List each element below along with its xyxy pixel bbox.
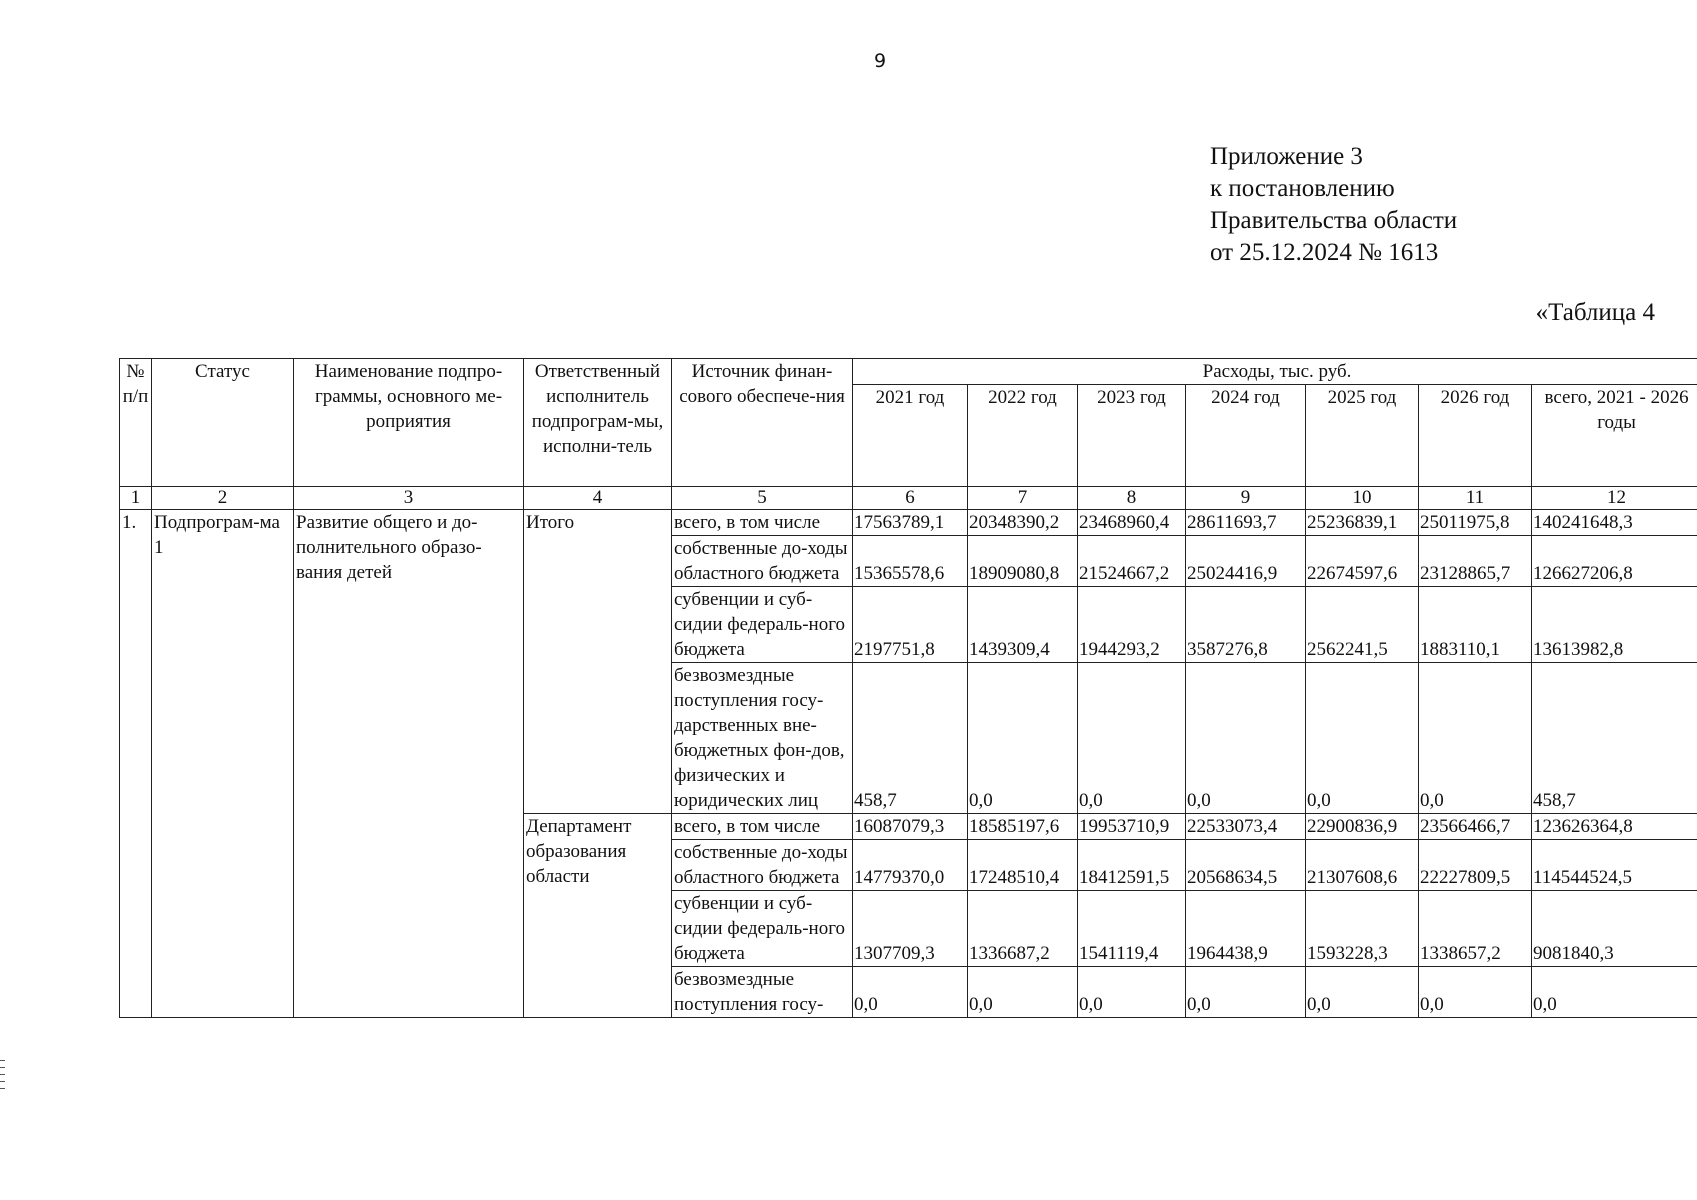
column-index: 10 — [1306, 487, 1419, 510]
column-index: 6 — [853, 487, 968, 510]
value-cell: 458,7 — [853, 663, 968, 814]
source-cell: безвозмездные поступления госу- — [672, 967, 853, 1018]
column-index: 1 — [120, 487, 152, 510]
value-cell: 22533073,4 — [1186, 814, 1306, 840]
value-cell: 114544524,5 — [1532, 840, 1697, 891]
value-cell: 126627206,8 — [1532, 536, 1697, 587]
source-cell: всего, в том числе — [672, 814, 853, 840]
value-cell: 458,7 — [1532, 663, 1697, 814]
value-cell: 1307709,3 — [853, 891, 968, 967]
column-index: 7 — [968, 487, 1078, 510]
appendix-line: к постановлению — [1210, 175, 1395, 202]
value-cell: 18909080,8 — [968, 536, 1078, 587]
value-cell: 0,0 — [1419, 663, 1532, 814]
value-cell: 17248510,4 — [968, 840, 1078, 891]
source-cell: безвозмездные поступления госу-дарственных вне-бюджетных фон-дов, физических и юридических лиц — [672, 663, 853, 814]
value-cell: 2562241,5 — [1306, 587, 1419, 663]
source-cell: всего, в том числе — [672, 510, 853, 536]
table-label: «Таблица 4 — [1535, 299, 1655, 326]
header-num: № п/п — [120, 359, 152, 487]
value-cell: 22227809,5 — [1419, 840, 1532, 891]
header-source: Источник финан-сового обеспече-ния — [672, 359, 853, 487]
value-cell: 23468960,4 — [1078, 510, 1186, 536]
value-cell: 0,0 — [1306, 967, 1419, 1018]
column-index: 11 — [1419, 487, 1532, 510]
column-index: 4 — [524, 487, 672, 510]
value-cell: 0,0 — [1186, 967, 1306, 1018]
value-cell: 25024416,9 — [1186, 536, 1306, 587]
value-cell: 3587276,8 — [1186, 587, 1306, 663]
scan-edge-marks — [0, 1060, 6, 1095]
value-cell: 0,0 — [1078, 967, 1186, 1018]
value-cell: 1883110,1 — [1419, 587, 1532, 663]
value-cell: 23566466,7 — [1419, 814, 1532, 840]
appendix-line: от 25.12.2024 № 1613 — [1210, 239, 1439, 266]
value-cell: 20568634,5 — [1186, 840, 1306, 891]
column-index: 5 — [672, 487, 853, 510]
value-cell: 22900836,9 — [1306, 814, 1419, 840]
value-cell: 20348390,2 — [968, 510, 1078, 536]
source-cell: собственные до-ходы областного бюджета — [672, 536, 853, 587]
value-cell: 2197751,8 — [853, 587, 968, 663]
value-cell: 18412591,5 — [1078, 840, 1186, 891]
value-cell: 23128865,7 — [1419, 536, 1532, 587]
value-cell: 0,0 — [968, 967, 1078, 1018]
value-cell: 0,0 — [1306, 663, 1419, 814]
value-cell: 0,0 — [853, 967, 968, 1018]
value-cell: 0,0 — [968, 663, 1078, 814]
column-index: 3 — [294, 487, 524, 510]
column-index: 2 — [152, 487, 294, 510]
value-cell: 22674597,6 — [1306, 536, 1419, 587]
column-index: 12 — [1532, 487, 1697, 510]
value-cell: 21307608,6 — [1306, 840, 1419, 891]
header-total: всего, 2021 - 2026 годы — [1532, 385, 1697, 487]
header-expenses: Расходы, тыс. руб. — [853, 359, 1697, 385]
value-cell: 14779370,0 — [853, 840, 968, 891]
value-cell: 13613982,8 — [1532, 587, 1697, 663]
value-cell: 1336687,2 — [968, 891, 1078, 967]
row-status: Подпрограм-ма 1 — [152, 510, 294, 1018]
value-cell: 21524667,2 — [1078, 536, 1186, 587]
appendix-line: Правительства области — [1210, 207, 1458, 234]
header-year: 2022 год — [968, 385, 1078, 487]
source-cell: субвенции и суб-сидии федераль-ного бюджета — [672, 891, 853, 967]
header-year: 2026 год — [1419, 385, 1532, 487]
column-index: 9 — [1186, 487, 1306, 510]
value-cell: 16087079,3 — [853, 814, 968, 840]
budget-table — [119, 358, 1697, 1018]
value-cell: 0,0 — [1532, 967, 1697, 1018]
column-index: 8 — [1078, 487, 1186, 510]
value-cell: 1944293,2 — [1078, 587, 1186, 663]
header-year: 2021 год — [853, 385, 968, 487]
header-year: 2023 год — [1078, 385, 1186, 487]
row-name: Развитие общего и до-полнительного образо-вания детей — [294, 510, 524, 1018]
page-number: 9 — [873, 50, 887, 72]
value-cell: 19953710,9 — [1078, 814, 1186, 840]
value-cell: 25236839,1 — [1306, 510, 1419, 536]
header-responsible: Ответственный исполнитель подпрограм-мы, исполни-тель — [524, 359, 672, 487]
value-cell: 17563789,1 — [853, 510, 968, 536]
value-cell: 1439309,4 — [968, 587, 1078, 663]
value-cell: 28611693,7 — [1186, 510, 1306, 536]
value-cell: 0,0 — [1419, 967, 1532, 1018]
appendix-block — [1210, 141, 1457, 269]
source-cell: собственные до-ходы областного бюджета — [672, 840, 853, 891]
value-cell: 1964438,9 — [1186, 891, 1306, 967]
header-year: 2025 год — [1306, 385, 1419, 487]
value-cell: 1541119,4 — [1078, 891, 1186, 967]
row-num: 1. — [120, 510, 152, 1018]
header-status: Статус — [152, 359, 294, 487]
value-cell: 140241648,3 — [1532, 510, 1697, 536]
header-year: 2024 год — [1186, 385, 1306, 487]
row-responsible: Департамент образования области — [524, 814, 672, 1018]
value-cell: 1593228,3 — [1306, 891, 1419, 967]
value-cell: 15365578,6 — [853, 536, 968, 587]
source-cell: субвенции и суб-сидии федераль-ного бюджета — [672, 587, 853, 663]
value-cell: 25011975,8 — [1419, 510, 1532, 536]
value-cell: 0,0 — [1186, 663, 1306, 814]
value-cell: 123626364,8 — [1532, 814, 1697, 840]
row-responsible: Итого — [524, 510, 672, 814]
table-row — [120, 510, 1697, 536]
value-cell: 18585197,6 — [968, 814, 1078, 840]
appendix-line: Приложение 3 — [1210, 143, 1363, 170]
value-cell: 9081840,3 — [1532, 891, 1697, 967]
value-cell: 0,0 — [1078, 663, 1186, 814]
value-cell: 1338657,2 — [1419, 891, 1532, 967]
header-name: Наименование подпро-граммы, основного ме-роприятия — [294, 359, 524, 487]
